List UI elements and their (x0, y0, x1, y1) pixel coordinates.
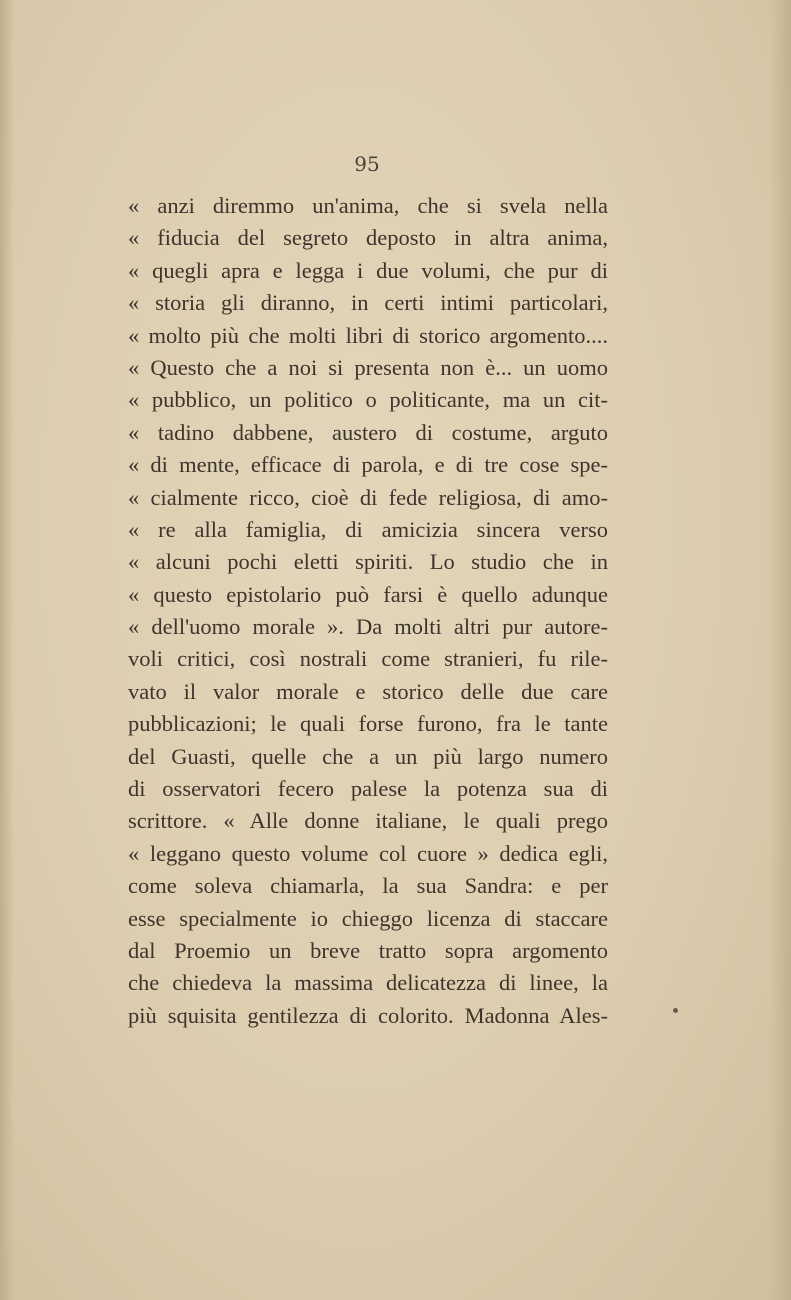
ink-speck (673, 1008, 678, 1013)
body-text (128, 190, 608, 1032)
text-line: voli critici, così nostrali come stranieri, fu rile- (128, 646, 608, 672)
text-line: « pubblico, un politico o politicante, ma un cit- (128, 387, 608, 413)
page-number: 95 (354, 152, 380, 176)
text-line: esse specialmente io chieggo licenza di staccare (128, 905, 608, 931)
text-line: pubblicazioni; le quali forse furono, fra le tante (128, 711, 608, 737)
text-line: « re alla famiglia, di amicizia sincera verso (128, 516, 608, 542)
text-line: dal Proemio un breve tratto sopra argomento (128, 937, 608, 963)
text-line: che chiedeva la massima delicatezza di linee, la (128, 970, 608, 996)
text-line: vato il valor morale e storico delle due care (128, 678, 608, 704)
text-line: « storia gli diranno, in certi intimi particolari, (128, 290, 608, 316)
text-line: scrittore. « Alle donne italiane, le quali prego (128, 808, 608, 834)
text-line: « tadino dabbene, austero di costume, arguto (128, 419, 608, 445)
text-line: « fiducia del segreto deposto in altra anima, (128, 225, 608, 251)
text-line: « molto più che molti libri di storico argomento.... (128, 322, 608, 348)
text-line: come soleva chiamarla, la sua Sandra: e per (128, 873, 608, 899)
text-line: « leggano questo volume col cuore » dedica egli, (128, 840, 608, 866)
page-edge-shadow-right (769, 0, 791, 1300)
text-line: « alcuni pochi eletti spiriti. Lo studio che in (128, 549, 608, 575)
text-line: « cialmente ricco, cioè di fede religiosa, di amo- (128, 484, 608, 510)
text-line: « Questo che a noi si presenta non è... un uomo (128, 354, 608, 380)
text-line: « di mente, efficace di parola, e di tre cose spe- (128, 452, 608, 478)
text-line: « dell'uomo morale ». Da molti altri pur autore- (128, 614, 608, 640)
text-line: di osservatori fecero palese la potenza sua di (128, 776, 608, 802)
text-line: « questo epistolario può farsi è quello adunque (128, 581, 608, 607)
text-line: del Guasti, quelle che a un più largo numero (128, 743, 608, 769)
text-line: « anzi diremmo un'anima, che si svela nella (128, 193, 608, 218)
page-edge-shadow-left (0, 0, 14, 1300)
text-line: « quegli apra e legga i due volumi, che pur di (128, 257, 608, 283)
text-line: più squisita gentilezza di colorito. Madonna Ales- (128, 1002, 608, 1028)
